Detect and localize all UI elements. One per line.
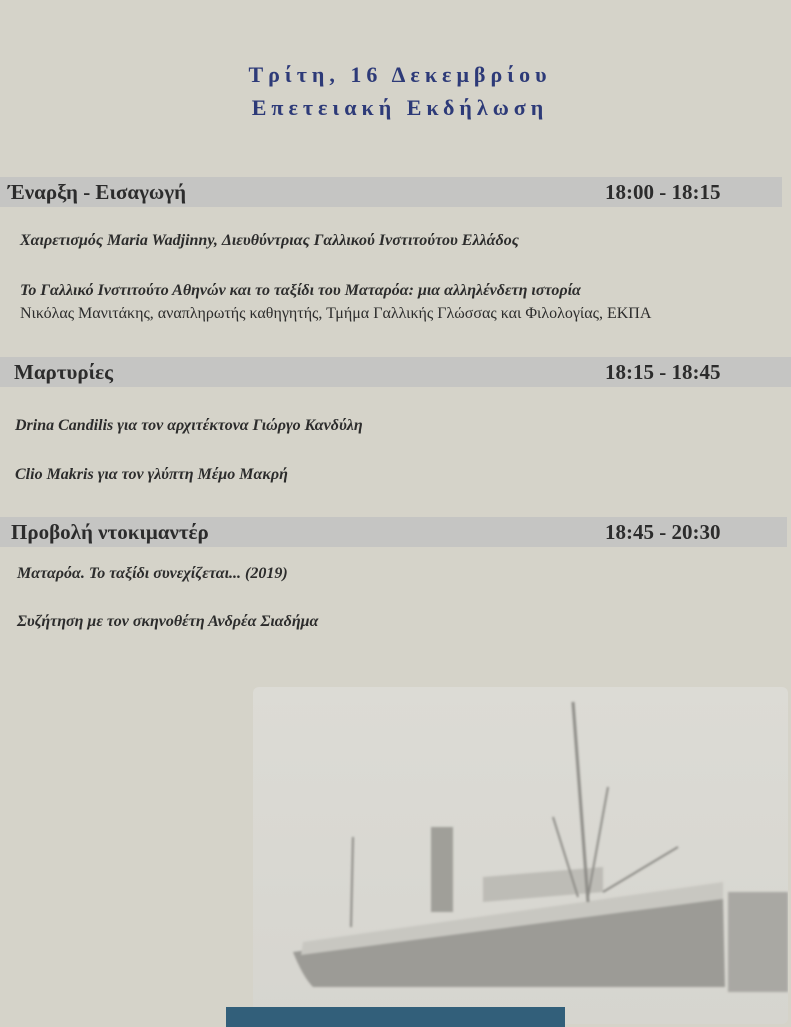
section-time: 18:15 - 18:45 bbox=[605, 360, 721, 384]
section-header-testimonies bbox=[0, 357, 791, 387]
event-title: Επετειακή Εκδήλωση bbox=[251, 95, 549, 120]
ship-photo bbox=[253, 687, 788, 1024]
section-time: 18:00 - 18:15 bbox=[605, 180, 721, 204]
program-item: Το Γαλλικό Ινστιτούτο Αθηνών και το ταξίδι του Ματαρόα: μια αλληλένδετη ιστορία bbox=[20, 282, 581, 299]
section-time: 18:45 - 20:30 bbox=[605, 520, 721, 544]
section-title: Μαρτυρίες bbox=[14, 360, 113, 384]
program-item: Χαιρετισμός Maria Wadjinny, Διευθύντριας Γαλλικού Ινστιτούτου Ελλάδος bbox=[20, 232, 519, 249]
section-header-opening bbox=[0, 177, 782, 207]
speaker-info: Νικόλας Μανιτάκης, αναπληρωτής καθηγητής, Τμήμα Γαλλικής Γλώσσας και Φιλολογίας, ΕΚΠΑ bbox=[20, 305, 652, 322]
section-title: Έναρξη - Εισαγωγή bbox=[8, 180, 187, 204]
program-item: Clio Makris για τον γλύπτη Μέμο Μακρή bbox=[15, 466, 288, 483]
program-item: Drina Candilis για τον αρχιτέκτονα Γιώργο Κανδύλη bbox=[15, 417, 363, 434]
program-item: Ματαρόα. Το ταξίδι συνεχίζεται... (2019) bbox=[17, 565, 288, 582]
program-item: Συζήτηση με τον σκηνοθέτη Ανδρέα Σιαδήμα bbox=[17, 613, 319, 630]
section-header-documentary bbox=[0, 517, 787, 547]
event-date: Τρίτη, 16 Δεκεμβρίου bbox=[248, 62, 552, 87]
banner-button[interactable] bbox=[226, 1007, 565, 1027]
section-title: Προβολή ντοκιμαντέρ bbox=[11, 520, 209, 544]
